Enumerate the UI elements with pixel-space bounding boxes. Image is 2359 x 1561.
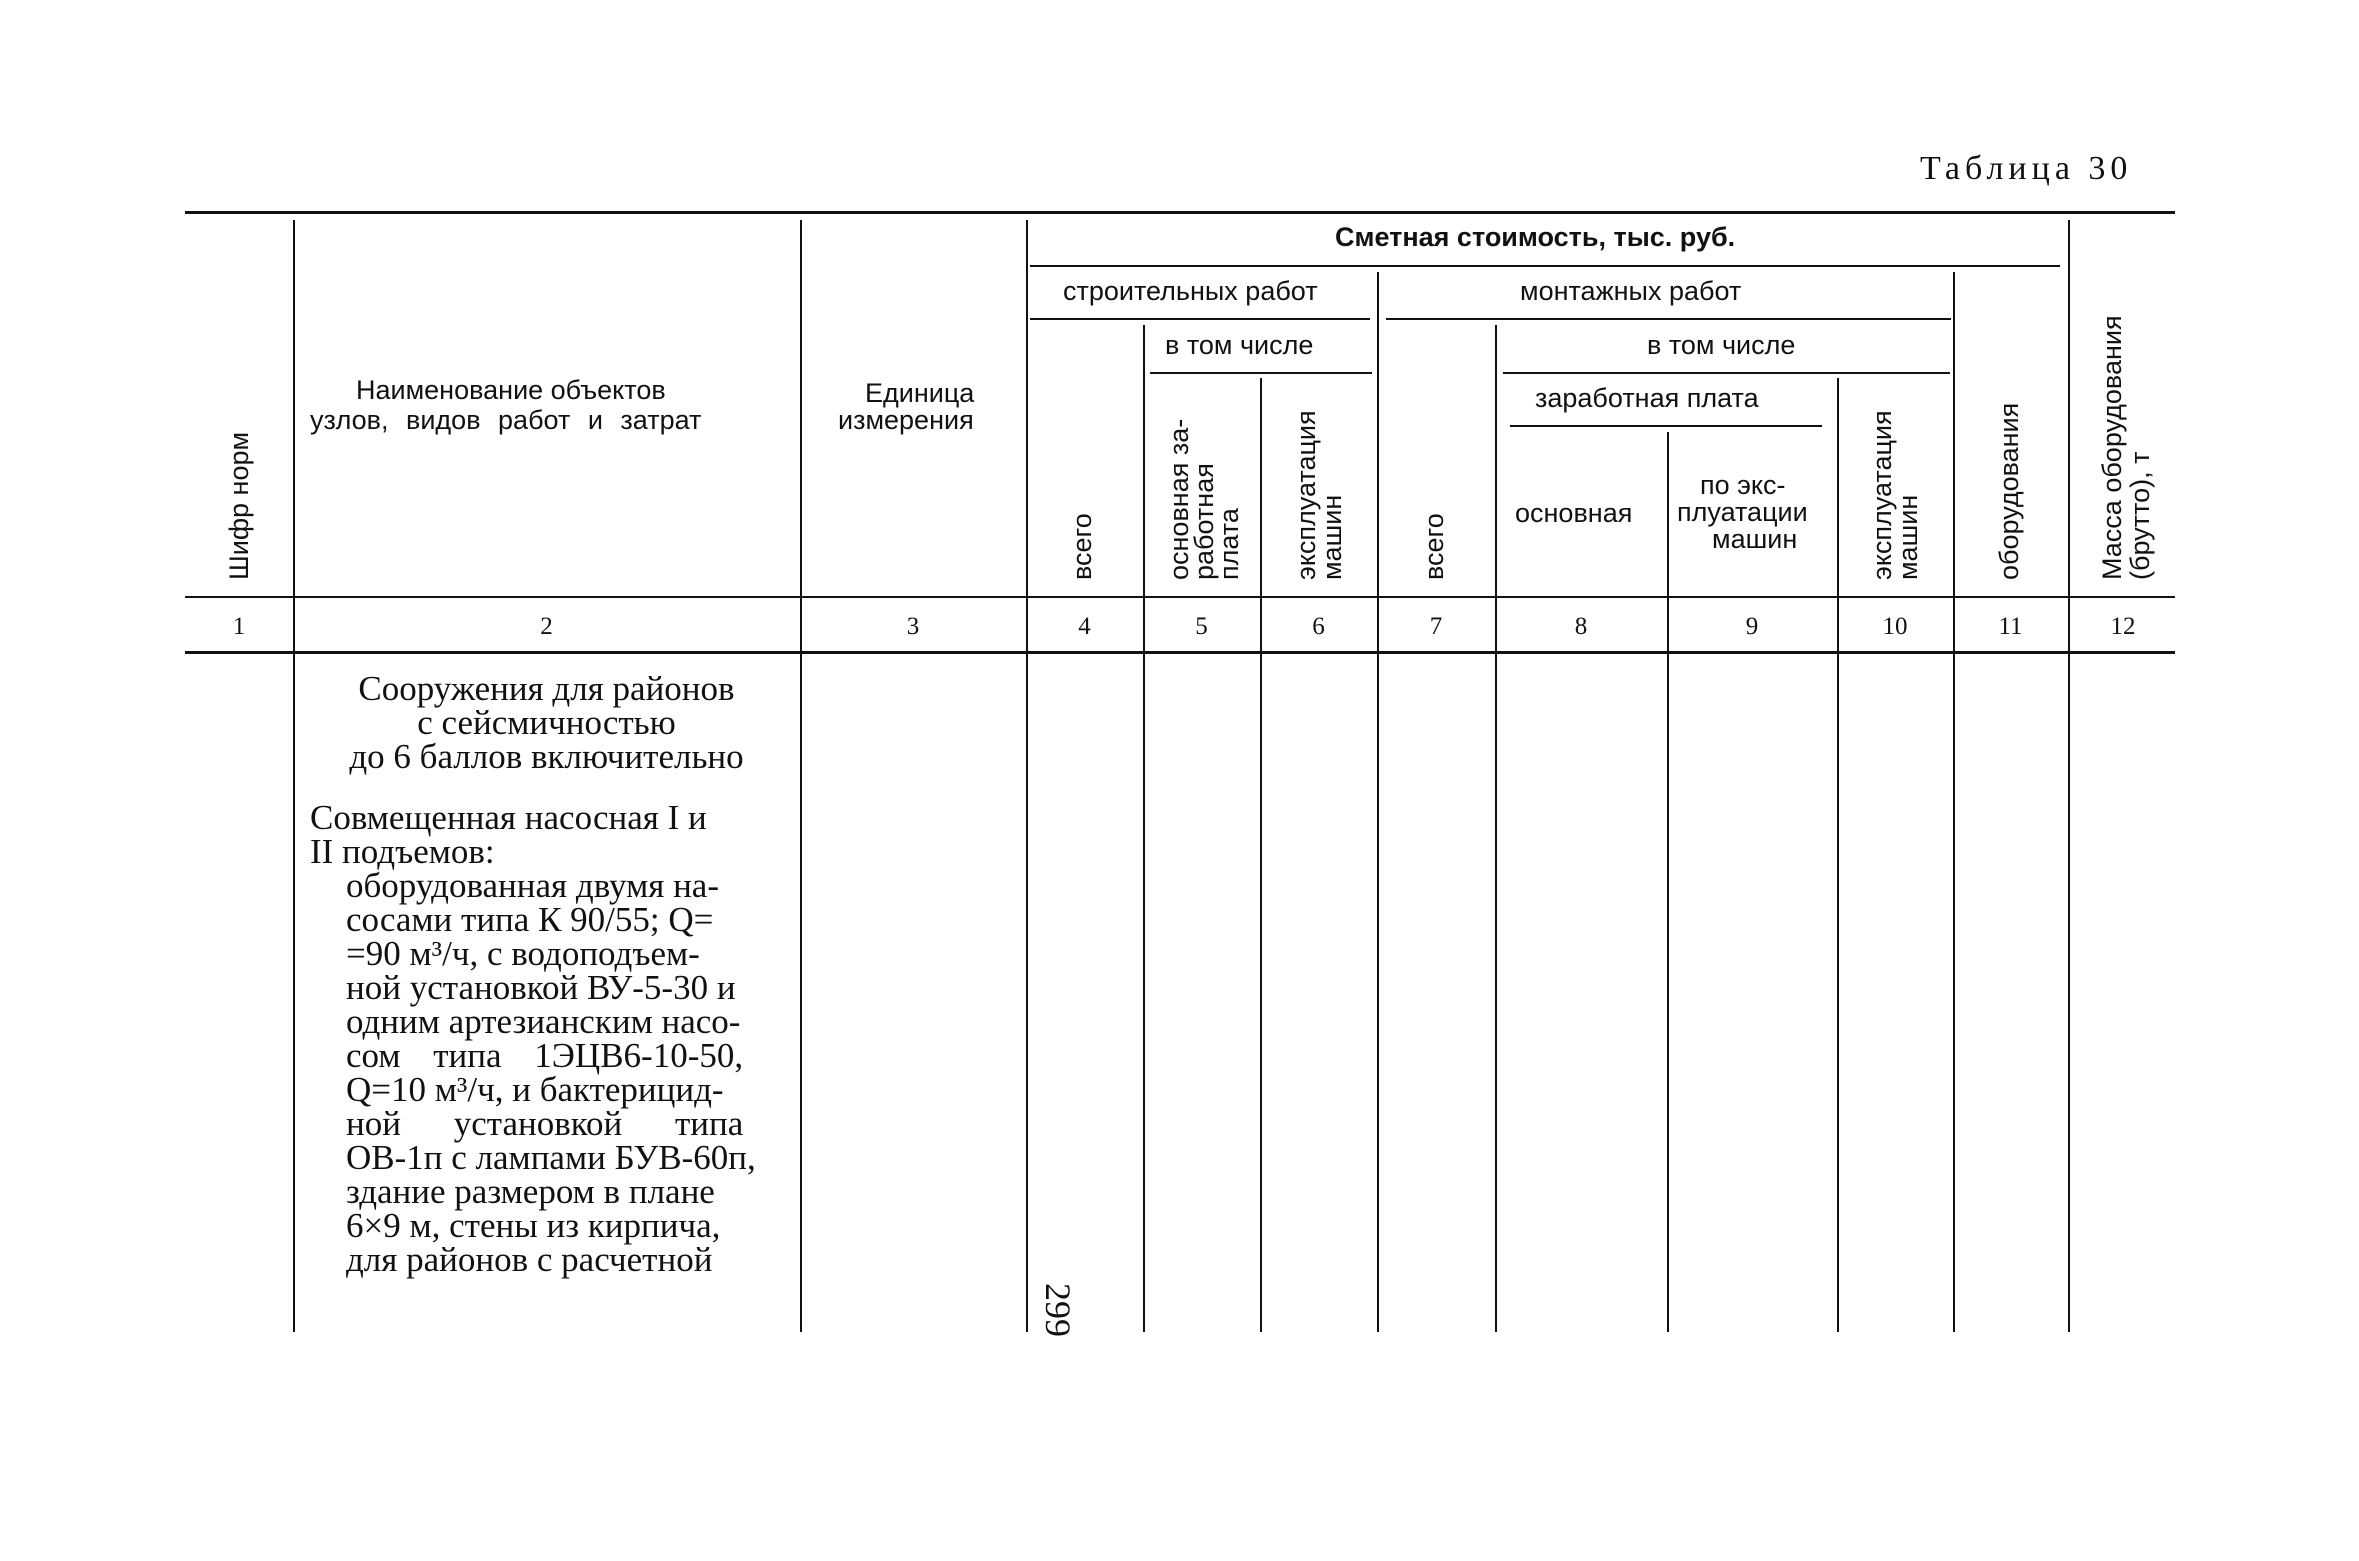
header-unit-l1: Единица (865, 378, 975, 408)
header-basic-wage-l2: работная (1189, 463, 1219, 580)
col-divider-5 (1260, 378, 1262, 1332)
item-title-l1: Совмещенная насосная I и (310, 798, 707, 837)
item-description-line: 6×9 м, стены из кирпича, (346, 1206, 721, 1245)
column-number: 4 (1078, 613, 1091, 640)
col-divider-9 (1837, 378, 1839, 1332)
col-divider-4 (1143, 325, 1145, 1332)
rule-numbers-bottom (185, 651, 2175, 654)
column-number: 1 (232, 613, 246, 640)
header-basic-wage-l1: основная за- (1164, 418, 1194, 580)
header-for-machine-op-l1: по экс- (1700, 470, 1786, 500)
item-description-line: оборудованная двумя на- (346, 866, 719, 905)
header-name-l2: узлов, видов работ и затрат (310, 405, 702, 435)
header-including-b: в том числе (1647, 330, 1796, 360)
item-description-line: ной установкой типа (346, 1104, 744, 1143)
header-basic-wage-l3: плата (1214, 508, 1244, 580)
header-installation-works: монтажных работ (1520, 276, 1742, 306)
rule-under-including-b (1503, 372, 1950, 374)
header-machine-op-a-l2: машин (1317, 494, 1347, 580)
col-divider-6 (1377, 272, 1379, 1332)
header-unit-l2: измерения (838, 405, 974, 435)
item-description-line: ОВ-1п с лампами БУВ-60п, (346, 1138, 756, 1177)
item-description-line: одним артезианским насо- (346, 1002, 741, 1041)
column-number: 12 (2110, 613, 2136, 640)
page-number: 299 (1038, 1283, 1078, 1337)
col-divider-7 (1495, 325, 1497, 1332)
item-description-line: сом типа 1ЭЦВ6-10-50, (346, 1036, 744, 1075)
header-construction-works: строительных работ (1063, 276, 1318, 306)
item-description-line: ной установкой ВУ-5-30 и (346, 968, 736, 1007)
item-description-line: сосами типа К 90/55; Q= (346, 900, 714, 939)
header-equipment-mass-l1: Масса оборудования (2097, 315, 2127, 580)
item-title-l2: II подъемов: (310, 832, 495, 871)
rule-under-wages (1510, 425, 1822, 427)
item-description-line: =90 м³/ч, с водоподъем- (346, 934, 700, 973)
rule-under-cost (1030, 265, 2060, 267)
col-divider-3 (1026, 220, 1028, 1332)
table-title: Таблица 30 (1920, 150, 2133, 187)
item-description-line: для районов с расчетной (346, 1240, 713, 1279)
header-equipment-mass-l2: (брутто), т (2125, 451, 2155, 580)
column-number: 8 (1574, 613, 1588, 640)
col-divider-1 (293, 220, 295, 1332)
col-divider-10 (1953, 272, 1955, 1332)
header-including-a: в том числе (1165, 330, 1314, 360)
header-estimated-cost: Сметная стоимость, тыс. руб. (1335, 222, 1736, 252)
rule-header-bottom (185, 596, 2175, 598)
item-description-line: Q=10 м³/ч, и бактерицид- (346, 1070, 724, 1109)
column-number: 7 (1429, 613, 1443, 640)
header-wages: заработная плата (1535, 383, 1759, 413)
rule-under-installation (1386, 318, 1951, 320)
header-machine-op-b-l1: эксплуатация (1867, 410, 1897, 580)
column-number: 5 (1195, 613, 1208, 640)
col-divider-8 (1667, 432, 1669, 1332)
header-total-b: всего (1419, 513, 1449, 580)
column-number: 6 (1312, 613, 1325, 640)
col-divider-11 (2068, 220, 2070, 1332)
header-for-machine-op-l2: плуатации (1677, 497, 1808, 527)
section-heading-l2: с сейсмичностью (417, 703, 676, 742)
column-number: 2 (540, 613, 553, 640)
column-number: 10 (1882, 613, 1908, 640)
table-top-rule (185, 211, 2175, 214)
item-description-line: здание размером в плане (346, 1172, 715, 1211)
rule-under-construction (1030, 318, 1370, 320)
rule-under-including-a (1150, 372, 1372, 374)
header-for-machine-op-l3: машин (1712, 524, 1798, 554)
section-heading-l1: Сооружения для районов (358, 669, 735, 708)
header-code: Шифр норм (224, 431, 254, 580)
column-number: 3 (906, 613, 920, 640)
header-total-a: всего (1067, 513, 1097, 580)
header-machine-op-b-l2: машин (1893, 494, 1923, 580)
header-basic: основная (1515, 498, 1633, 528)
section-heading-l3: до 6 баллов включительно (349, 737, 744, 776)
header-name-l1: Наименование объектов (356, 375, 666, 405)
column-number: 11 (1998, 613, 2023, 640)
col-divider-2 (800, 220, 802, 1332)
header-equipment: оборудования (1994, 402, 2024, 580)
column-number: 9 (1745, 613, 1759, 640)
header-machine-op-a-l1: эксплуатация (1291, 410, 1321, 580)
